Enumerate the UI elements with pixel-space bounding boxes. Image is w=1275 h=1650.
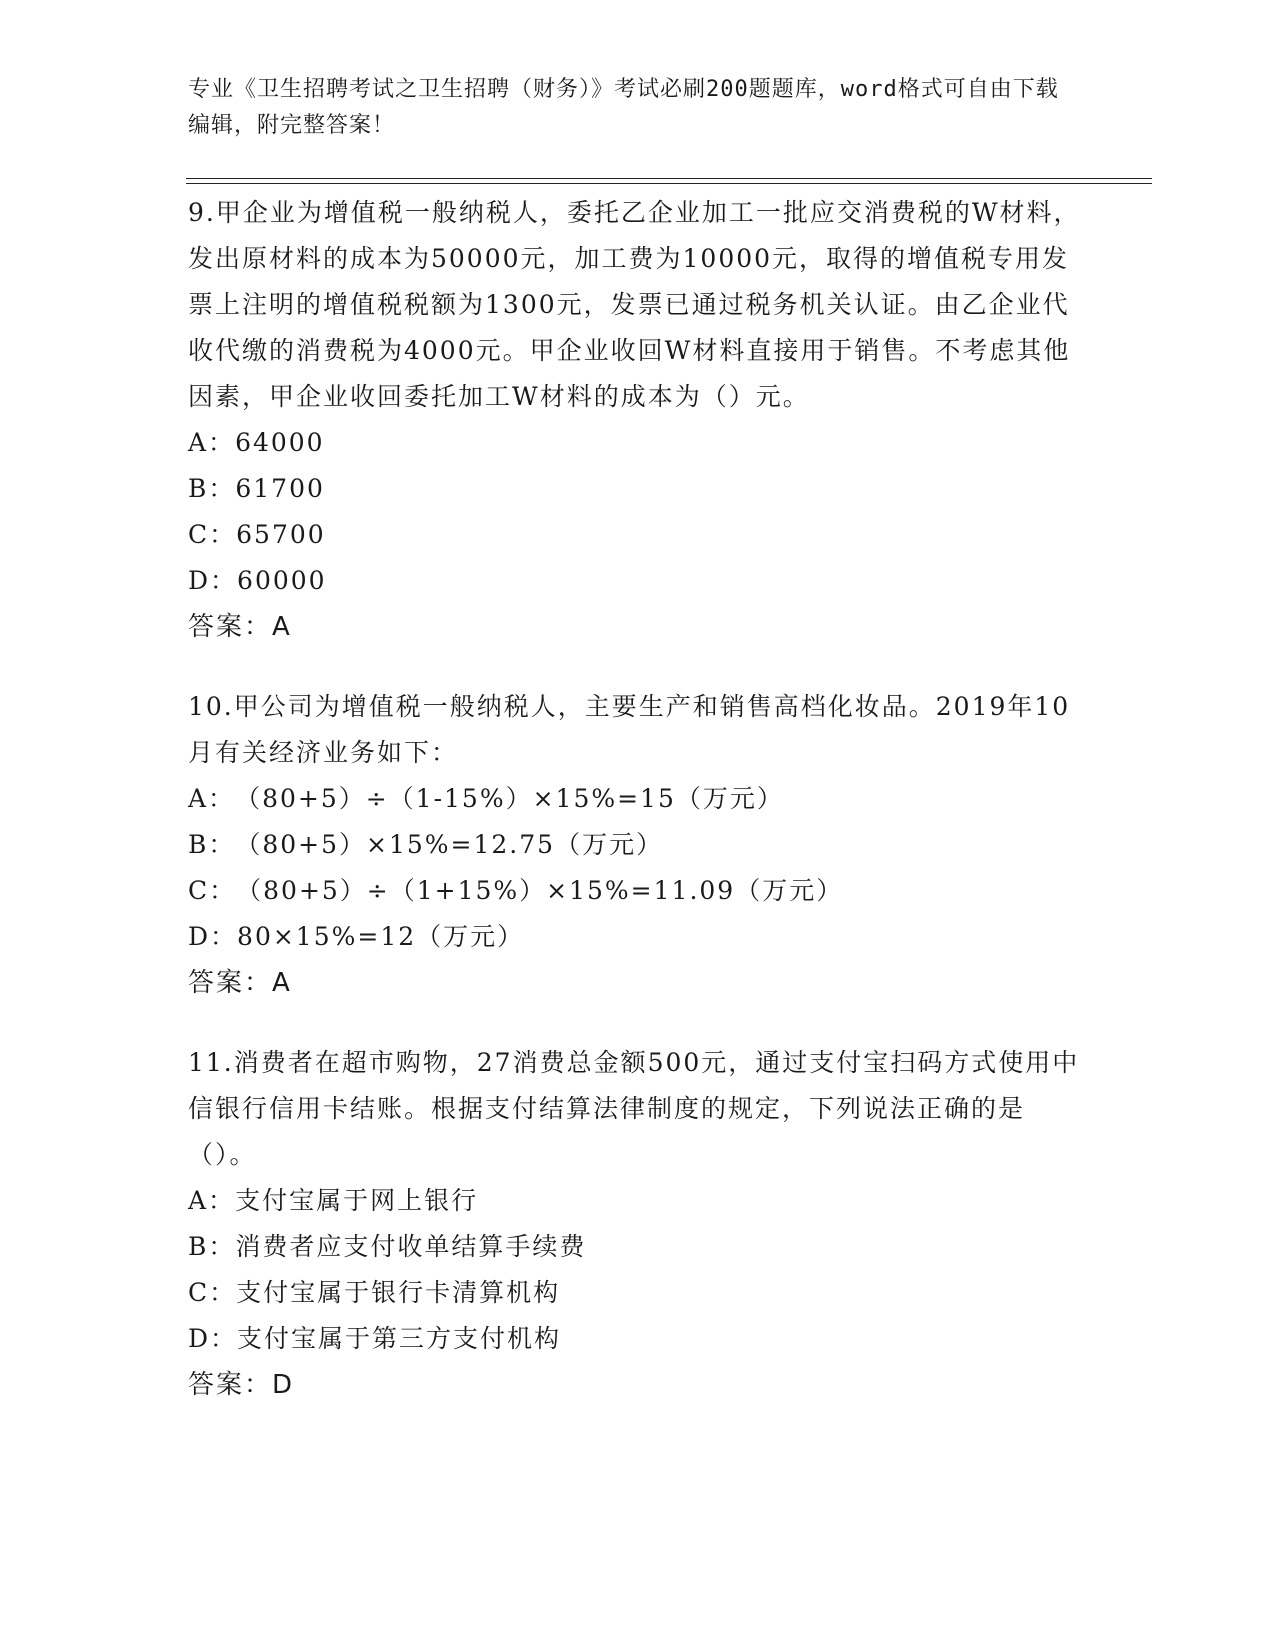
option-text: 64000 (235, 428, 325, 457)
option-letter: C： (188, 1278, 237, 1307)
option-letter: B： (188, 1232, 236, 1261)
option-text: （80+5）÷（1+15%）×15%=11.09（万元） (236, 876, 844, 905)
option-b (188, 822, 1088, 868)
option-c (188, 512, 1088, 558)
header-divider-top (186, 178, 1152, 179)
option-letter: D： (188, 1324, 238, 1353)
option-letter: B： (188, 830, 236, 859)
option-text: 支付宝属于银行卡清算机构 (236, 1278, 561, 1307)
option-d (188, 914, 1088, 960)
option-d (188, 1316, 1088, 1362)
question-9 (188, 190, 1088, 650)
option-c (188, 868, 1088, 914)
answer-label: 答案：A (188, 612, 292, 642)
option-d (188, 558, 1088, 604)
option-letter: B： (188, 474, 236, 503)
option-text: 支付宝属于网上银行 (235, 1186, 479, 1215)
option-text: 80×15%=12（万元） (237, 922, 525, 951)
option-letter: A： (188, 1186, 236, 1215)
option-letter: D： (188, 922, 238, 951)
option-a (188, 420, 1088, 466)
option-b (188, 1224, 1088, 1270)
option-c (188, 1270, 1088, 1316)
answer-label: 答案：A (188, 968, 292, 998)
option-text: 支付宝属于第三方支付机构 (237, 1324, 562, 1353)
answer-label: 答案：D (188, 1370, 295, 1400)
document-header: 专业《卫生招聘考试之卫生招聘（财务）》考试必刷200题题库，word格式可自由下载编辑，附完整答案！ (188, 77, 1059, 138)
option-letter: C： (188, 520, 237, 549)
option-letter: A： (188, 428, 236, 457)
option-letter: D： (188, 566, 238, 595)
option-text: （80+5）×15%=12.75（万元） (235, 830, 664, 859)
option-text: 61700 (235, 474, 325, 503)
option-letter: A： (188, 784, 236, 813)
question-stem: 11.消费者在超市购物，27消费总金额500元，通过支付宝扫码方式使用中信银行信用卡结账。根据支付结算法律制度的规定，下列说法正确的是（）。 (188, 1048, 1080, 1169)
question-10 (188, 684, 1088, 1006)
option-text: 65700 (236, 520, 326, 549)
option-a (188, 1178, 1088, 1224)
option-text: 消费者应支付收单结算手续费 (235, 1232, 587, 1261)
option-text: （80+5）÷（1-15%）×15%=15（万元） (235, 784, 784, 813)
question-stem: 10.甲公司为增值税一般纳税人，主要生产和销售高档化妆品。2019年10月有关经济业务如下： (188, 692, 1071, 767)
question-list (188, 190, 1088, 1442)
question-stem: 9.甲企业为增值税一般纳税人，委托乙企业加工一批应交消费税的W材料，发出原材料的成本为50000元，加工费为10000元，取得的增值税专用发票上注明的增值税税额为1300元，发票已通过税务机关认证。由乙企业代收代缴的消费税为4000元。甲企业收回W材料直接用于销售。不考虑其他因素，甲企业收回委托加工W材料的成本为（）元。 (188, 198, 1081, 411)
header-divider-bottom (186, 183, 1152, 184)
question-11 (188, 1040, 1088, 1408)
option-b (188, 466, 1088, 512)
option-a (188, 776, 1088, 822)
option-text: 60000 (237, 566, 327, 595)
option-letter: C： (188, 876, 237, 905)
